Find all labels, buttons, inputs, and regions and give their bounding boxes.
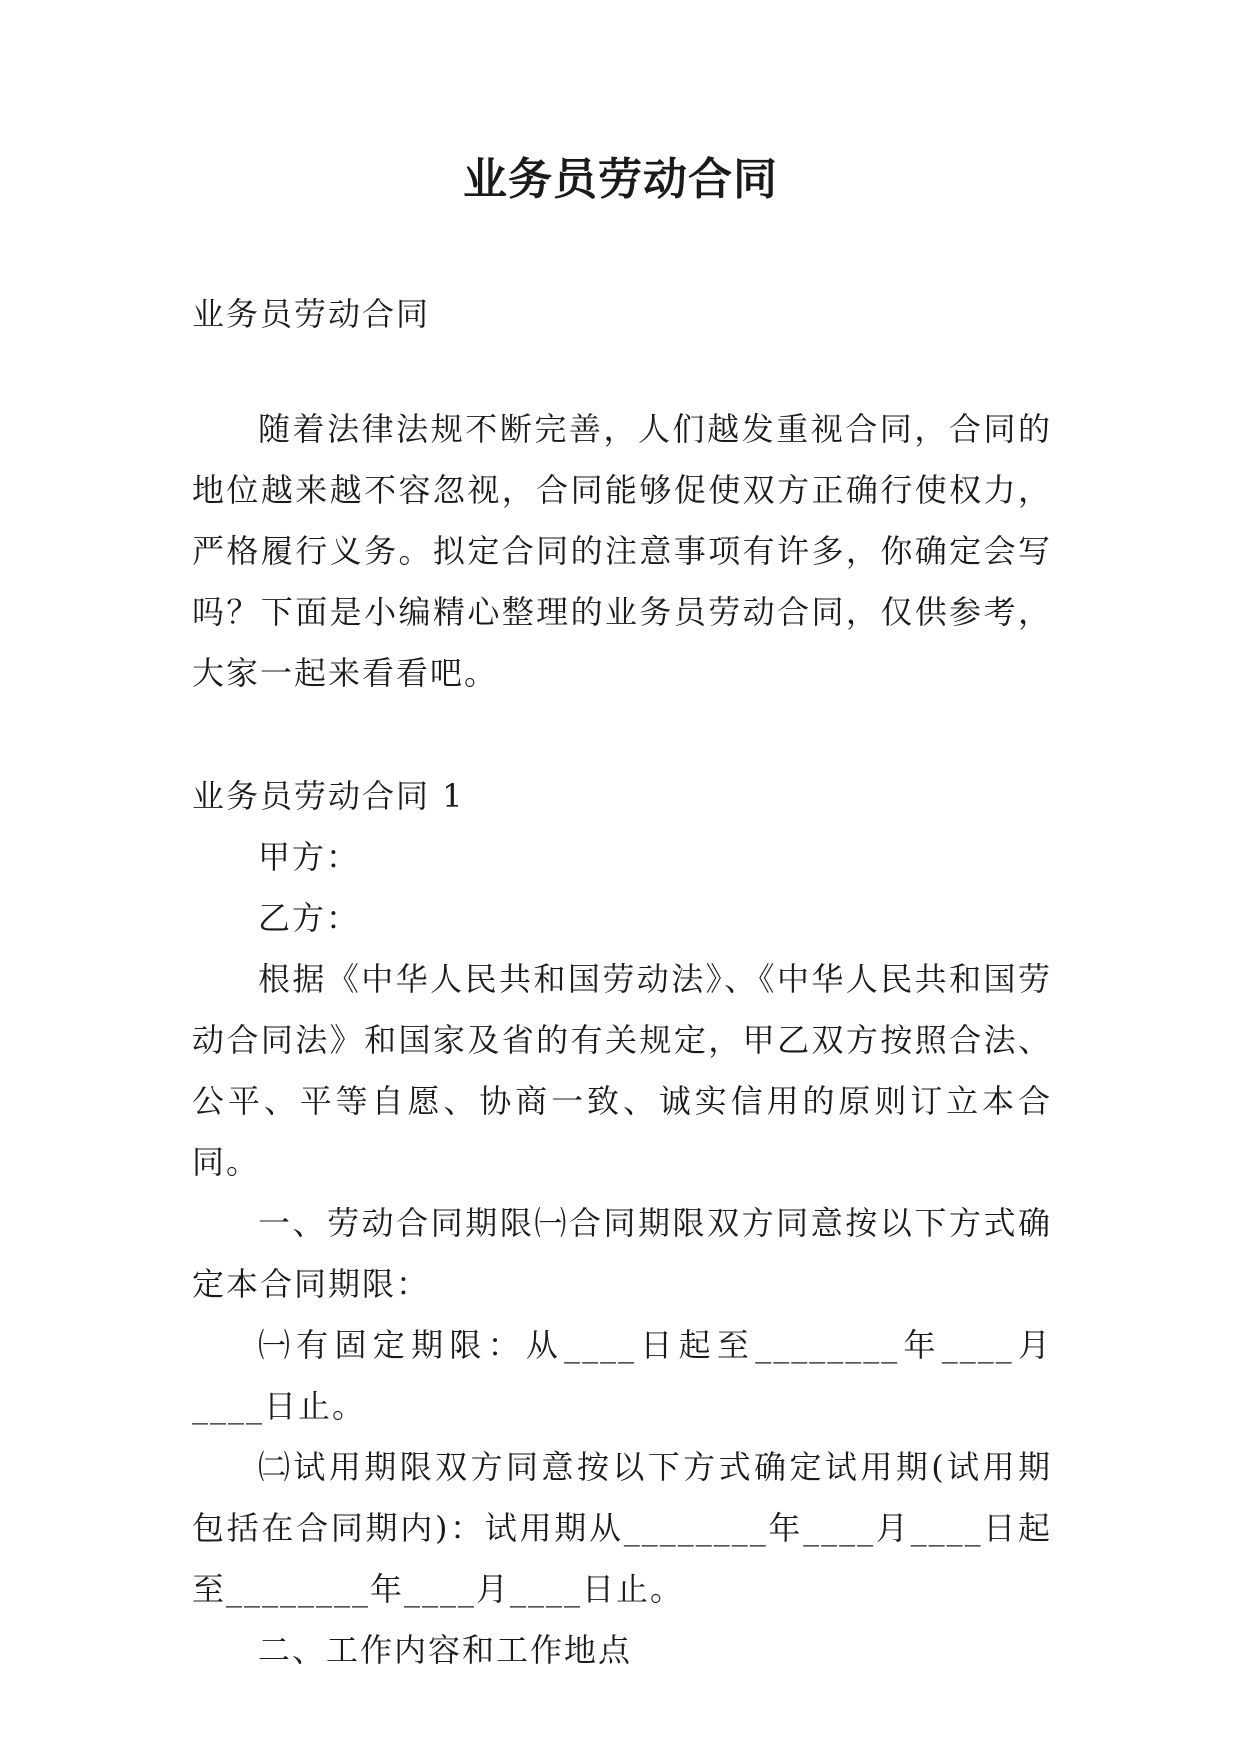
section-heading: 业务员劳动合同 1 [192,777,465,815]
spacer [192,345,1052,399]
party-a-line: 甲方： [258,838,361,876]
document-subtitle: 业务员劳动合同 [192,295,431,333]
intro-paragraph: 随着法律法规不断完善，人们越发重视合同，合同的地位越来越不容忽视，合同能够促使双方正确行使权力，严格履行义务。拟定合同的注意事项有许多，你确定会写吗？下面是小编精心整理的业务员劳动合同，仅供参考，大家一起来看看吧。 [192,410,1052,692]
spacer [192,704,1052,766]
clause-1-1: ㈠有固定期限：从____日起至________年____月____日止。 [192,1326,1052,1425]
document-body [192,284,1052,1681]
clause-1-2: ㈡试用期限双方同意按以下方式确定试用期(试用期包括在合同期内)：试用期从________年____月____日起至________年____月____日止。 [192,1448,1052,1608]
clause-1: 一、劳动合同期限㈠合同期限双方同意按以下方式确定本合同期限： [192,1204,1052,1303]
party-b-line: 乙方： [258,899,361,937]
clause-2: 二、工作内容和工作地点 [258,1631,633,1669]
document-title: 业务员劳动合同 [463,154,778,205]
basis-paragraph: 根据《中华人民共和国劳动法》、《中华人民共和国劳动合同法》和国家及省的有关规定，甲乙双方按照合法、公平、平等自愿、协商一致、诚实信用的原则订立本合同。 [192,960,1052,1181]
